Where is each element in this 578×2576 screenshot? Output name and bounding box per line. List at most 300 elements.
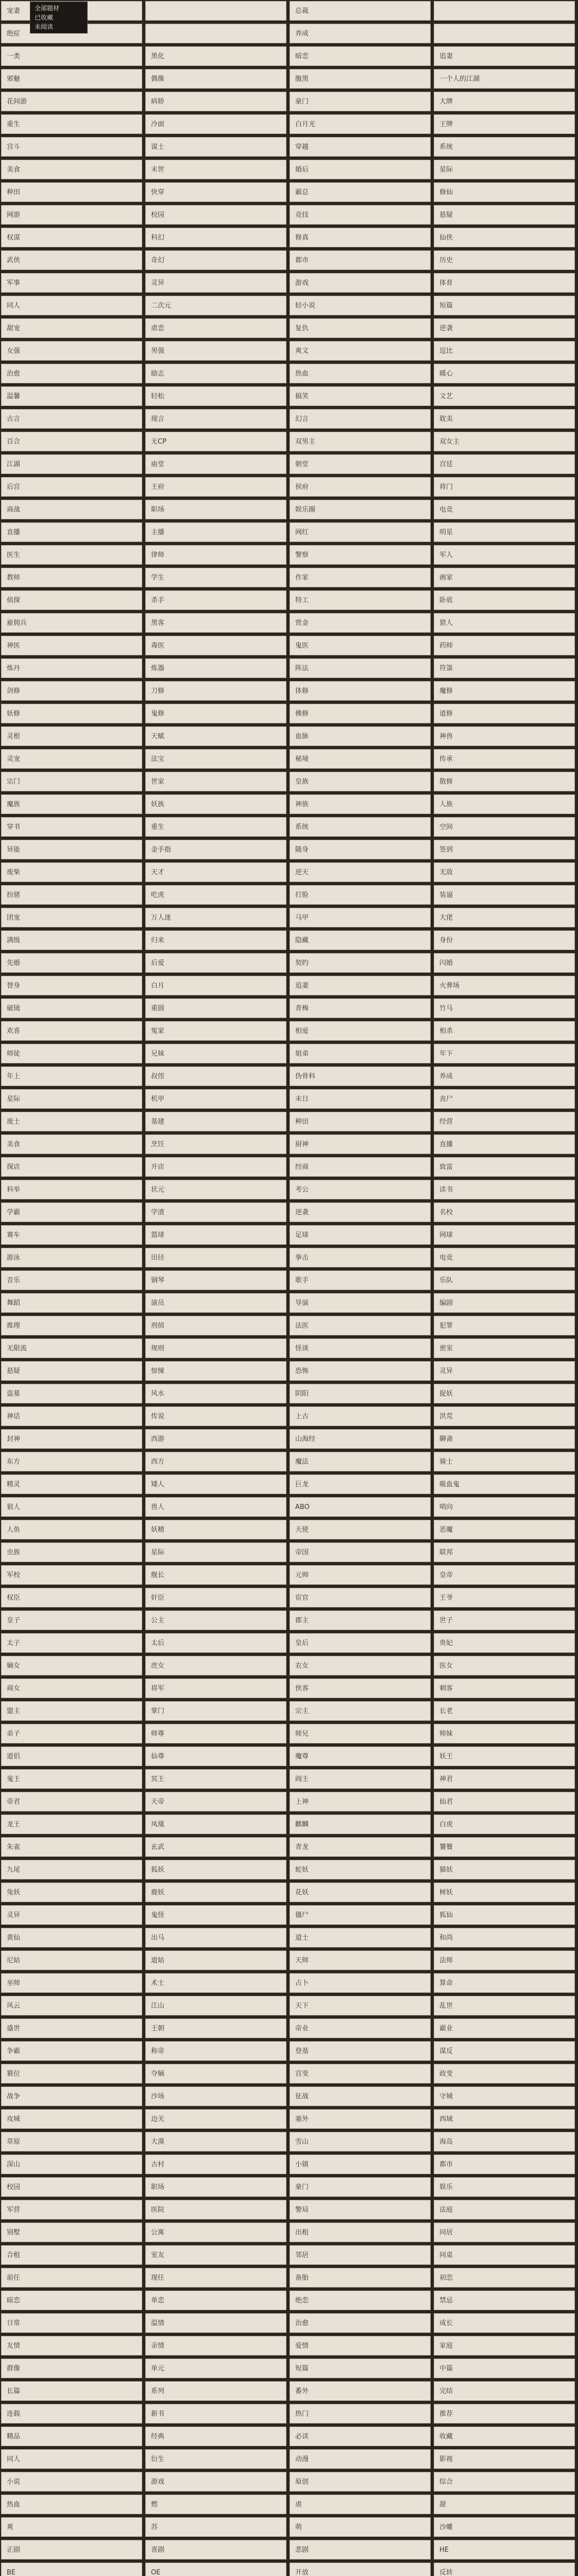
category-tag[interactable] [1, 1293, 142, 1313]
category-tag[interactable] [1, 228, 142, 247]
category-tag[interactable] [434, 2087, 575, 2106]
category-tag[interactable] [145, 1134, 286, 1154]
category-tag[interactable] [434, 704, 575, 723]
category-tag[interactable] [1, 2132, 142, 2151]
category-tag[interactable] [145, 704, 286, 723]
dropdown-option[interactable]: 已收藏 [35, 14, 54, 21]
category-tag[interactable] [1, 590, 142, 610]
category-tag[interactable] [290, 2223, 431, 2242]
category-tag[interactable] [1, 273, 142, 293]
category-tag[interactable] [145, 1225, 286, 1245]
category-tag[interactable] [145, 1656, 286, 1675]
category-tag[interactable] [1, 1475, 142, 1494]
category-tag[interactable] [434, 1021, 575, 1041]
category-tag[interactable] [1, 1928, 142, 1947]
category-tag[interactable] [1, 2449, 142, 2469]
category-tag[interactable] [434, 1724, 575, 1743]
category-tag[interactable] [290, 1270, 431, 1290]
category-tag[interactable] [145, 1270, 286, 1290]
category-tag[interactable] [290, 2359, 431, 2378]
category-tag[interactable] [145, 1202, 286, 1222]
category-tag[interactable] [290, 2177, 431, 2197]
category-tag[interactable] [1, 205, 142, 225]
category-tag[interactable] [434, 2313, 575, 2333]
category-tag[interactable] [145, 2517, 286, 2537]
category-tag[interactable] [434, 862, 575, 882]
category-tag[interactable] [434, 2200, 575, 2219]
category-tag[interactable] [145, 1520, 286, 1539]
category-tag[interactable] [145, 2404, 286, 2424]
category-tag[interactable] [145, 1452, 286, 1471]
category-tag[interactable] [1, 794, 142, 814]
category-tag[interactable] [290, 409, 431, 429]
category-tag[interactable] [434, 2223, 575, 2242]
category-tag[interactable] [290, 1588, 431, 1607]
category-tag[interactable] [1, 2495, 142, 2514]
category-tag[interactable] [290, 1112, 431, 1131]
category-tag[interactable] [1, 1361, 142, 1381]
category-tag[interactable] [145, 2359, 286, 2378]
category-tag[interactable] [434, 2359, 575, 2378]
category-tag[interactable] [290, 477, 431, 497]
category-tag[interactable] [1, 1860, 142, 1879]
category-tag[interactable] [290, 590, 431, 610]
category-tag[interactable] [145, 1429, 286, 1449]
category-tag[interactable] [145, 749, 286, 769]
category-tag[interactable] [434, 636, 575, 655]
category-tag[interactable] [434, 205, 575, 225]
category-tag[interactable] [1, 137, 142, 157]
category-tag[interactable] [290, 2404, 431, 2424]
category-tag[interactable] [434, 2177, 575, 2197]
category-tag[interactable] [434, 1973, 575, 1993]
category-tag[interactable] [1, 840, 142, 859]
category-tag[interactable] [145, 1724, 286, 1743]
category-tag[interactable] [1, 2019, 142, 2038]
category-tag[interactable] [290, 92, 431, 111]
category-tag[interactable] [1, 2109, 142, 2129]
category-tag[interactable] [1, 2200, 142, 2219]
category-tag[interactable] [1, 1747, 142, 1766]
category-tag[interactable] [290, 1951, 431, 1970]
category-tag[interactable] [290, 1611, 431, 1630]
category-tag[interactable] [1, 998, 142, 1018]
category-tag[interactable] [145, 1565, 286, 1585]
category-tag[interactable] [145, 2041, 286, 2061]
category-tag[interactable] [434, 2540, 575, 2560]
category-tag[interactable] [434, 1928, 575, 1947]
category-tag[interactable] [434, 2291, 575, 2310]
category-tag[interactable] [290, 2381, 431, 2401]
category-tag[interactable] [290, 1293, 431, 1313]
category-tag[interactable] [290, 1361, 431, 1381]
category-tag[interactable] [290, 658, 431, 678]
category-tag[interactable] [290, 1837, 431, 1857]
category-tag[interactable] [290, 2540, 431, 2560]
category-tag[interactable] [290, 976, 431, 995]
category-tag[interactable] [290, 69, 431, 89]
category-tag[interactable] [290, 840, 431, 859]
category-tag[interactable] [434, 273, 575, 293]
category-tag[interactable] [145, 92, 286, 111]
category-tag[interactable] [145, 2268, 286, 2287]
category-tag[interactable] [1, 46, 142, 66]
category-tag[interactable] [145, 1996, 286, 2015]
category-tag[interactable] [1, 2359, 142, 2378]
category-tag[interactable] [434, 772, 575, 791]
category-tag[interactable] [290, 2200, 431, 2219]
dropdown-option[interactable]: 未阅读 [35, 23, 54, 30]
category-tag[interactable] [290, 500, 431, 519]
category-tag[interactable] [1, 1973, 142, 1993]
category-tag[interactable] [145, 862, 286, 882]
category-tag[interactable] [145, 1089, 286, 1109]
category-tag[interactable] [145, 590, 286, 610]
category-tag[interactable] [145, 182, 286, 202]
category-tag[interactable] [434, 658, 575, 678]
category-tag[interactable] [290, 1860, 431, 1879]
category-tag[interactable] [434, 885, 575, 905]
category-tag[interactable] [290, 1497, 431, 1517]
category-tag[interactable] [1, 1134, 142, 1154]
category-tag[interactable] [434, 1066, 575, 1086]
category-tag[interactable] [290, 1724, 431, 1743]
category-tag[interactable] [434, 1, 575, 21]
category-tag[interactable] [434, 2404, 575, 2424]
category-tag[interactable] [145, 1611, 286, 1630]
category-tag[interactable] [145, 681, 286, 701]
category-tag[interactable] [434, 817, 575, 837]
category-tag[interactable] [1, 1452, 142, 1471]
category-tag[interactable] [145, 1633, 286, 1653]
category-tag[interactable] [290, 1747, 431, 1766]
category-tag[interactable] [434, 2245, 575, 2265]
category-tag[interactable] [145, 2200, 286, 2219]
category-tag[interactable] [290, 613, 431, 633]
category-tag[interactable] [1, 2223, 142, 2242]
category-tag[interactable] [145, 840, 286, 859]
category-tag[interactable] [145, 2177, 286, 2197]
category-tag[interactable] [145, 2109, 286, 2129]
category-tag[interactable] [1, 2087, 142, 2106]
category-tag[interactable] [434, 930, 575, 950]
category-tag[interactable] [1, 1679, 142, 1698]
category-tag[interactable] [434, 1361, 575, 1381]
category-tag[interactable] [434, 250, 575, 270]
category-tag[interactable] [434, 24, 575, 43]
category-tag[interactable] [1, 1815, 142, 1834]
category-tag[interactable] [434, 386, 575, 406]
category-tag[interactable] [145, 341, 286, 361]
category-tag[interactable] [434, 2563, 575, 2576]
category-tag[interactable] [1, 1996, 142, 2015]
category-tag[interactable] [290, 2155, 431, 2174]
category-tag[interactable] [434, 953, 575, 973]
category-tag[interactable] [1, 1837, 142, 1857]
category-tag[interactable] [1, 2563, 142, 2576]
category-tag[interactable] [290, 273, 431, 293]
category-tag[interactable] [290, 2291, 431, 2310]
category-tag[interactable] [145, 545, 286, 565]
category-tag[interactable] [145, 2540, 286, 2560]
category-tag[interactable] [145, 522, 286, 542]
category-tag[interactable] [434, 1565, 575, 1585]
category-tag[interactable] [1, 1792, 142, 1811]
category-tag[interactable] [290, 2472, 431, 2492]
category-tag[interactable] [145, 500, 286, 519]
category-tag[interactable] [290, 2245, 431, 2265]
category-tag[interactable] [290, 1066, 431, 1086]
category-tag[interactable] [434, 1429, 575, 1449]
category-tag[interactable] [145, 409, 286, 429]
category-tag[interactable] [145, 2495, 286, 2514]
category-tag[interactable] [145, 1679, 286, 1698]
category-tag[interactable] [145, 228, 286, 247]
category-tag[interactable] [1, 1021, 142, 1041]
category-tag[interactable] [434, 840, 575, 859]
category-tag[interactable] [290, 1338, 431, 1358]
category-tag[interactable] [290, 1905, 431, 1925]
category-tag[interactable] [290, 386, 431, 406]
category-tag[interactable] [434, 2517, 575, 2537]
category-tag[interactable] [434, 69, 575, 89]
category-tag[interactable] [434, 1905, 575, 1925]
category-tag[interactable] [145, 1361, 286, 1381]
category-tag[interactable] [1, 1157, 142, 1177]
category-tag[interactable] [434, 1633, 575, 1653]
category-tag[interactable] [434, 2427, 575, 2446]
category-tag[interactable] [434, 1134, 575, 1154]
category-tag[interactable] [1, 953, 142, 973]
category-tag[interactable] [145, 658, 286, 678]
category-tag[interactable] [290, 1225, 431, 1245]
category-tag[interactable] [290, 1157, 431, 1177]
category-tag[interactable] [434, 976, 575, 995]
category-tag[interactable] [290, 1021, 431, 1041]
category-tag[interactable] [1, 1044, 142, 1063]
category-tag[interactable] [145, 1928, 286, 1947]
category-tag[interactable] [1, 1180, 142, 1199]
category-tag[interactable] [290, 1769, 431, 1789]
category-tag[interactable] [145, 817, 286, 837]
category-tag[interactable] [434, 137, 575, 157]
category-tag[interactable] [290, 2313, 431, 2333]
category-tag[interactable] [434, 1815, 575, 1834]
category-tag[interactable] [290, 2109, 431, 2129]
category-tag[interactable] [1, 1633, 142, 1653]
category-tag[interactable] [434, 749, 575, 769]
category-tag[interactable] [145, 1497, 286, 1517]
category-tag[interactable] [145, 1905, 286, 1925]
category-tag[interactable] [145, 726, 286, 746]
category-tag[interactable] [1, 2177, 142, 2197]
category-tag[interactable] [434, 1406, 575, 1426]
category-tag[interactable] [1, 1089, 142, 1109]
category-tag[interactable] [434, 2336, 575, 2355]
category-tag[interactable] [434, 2472, 575, 2492]
category-tag[interactable] [290, 1044, 431, 1063]
category-tag[interactable] [290, 1452, 431, 1471]
category-tag[interactable] [290, 1520, 431, 1539]
category-tag[interactable] [290, 1475, 431, 1494]
category-tag[interactable] [1, 1656, 142, 1675]
category-tag[interactable] [1, 1769, 142, 1789]
category-tag[interactable] [1, 930, 142, 950]
category-tag[interactable] [145, 1, 286, 21]
category-tag[interactable] [1, 1724, 142, 1743]
category-tag[interactable] [1, 2313, 142, 2333]
category-tag[interactable] [290, 522, 431, 542]
category-tag[interactable] [145, 2064, 286, 2083]
category-tag[interactable] [434, 2132, 575, 2151]
category-tag[interactable] [145, 318, 286, 338]
category-tag[interactable] [145, 1588, 286, 1607]
category-tag[interactable] [434, 2041, 575, 2061]
category-tag[interactable] [290, 1656, 431, 1675]
category-tag[interactable] [434, 364, 575, 383]
category-tag[interactable] [434, 794, 575, 814]
category-tag[interactable] [434, 2064, 575, 2083]
category-tag[interactable] [145, 930, 286, 950]
category-tag[interactable] [1, 500, 142, 519]
category-tag[interactable] [434, 341, 575, 361]
category-tag[interactable] [145, 2336, 286, 2355]
category-tag[interactable] [145, 636, 286, 655]
category-tag[interactable] [434, 1701, 575, 1721]
category-tag[interactable] [434, 681, 575, 701]
category-tag[interactable] [434, 1270, 575, 1290]
category-tag[interactable] [434, 1747, 575, 1766]
category-tag[interactable] [434, 1044, 575, 1063]
category-tag[interactable] [290, 568, 431, 587]
category-tag[interactable] [434, 1180, 575, 1199]
category-tag[interactable] [1, 341, 142, 361]
category-tag[interactable] [434, 1293, 575, 1313]
category-tag[interactable] [434, 1656, 575, 1675]
category-tag[interactable] [290, 908, 431, 927]
category-tag[interactable] [145, 998, 286, 1018]
category-tag[interactable] [290, 726, 431, 746]
category-tag[interactable] [290, 2427, 431, 2446]
category-tag[interactable] [145, 1316, 286, 1335]
category-tag[interactable] [290, 953, 431, 973]
category-tag[interactable] [434, 160, 575, 179]
category-tag[interactable] [434, 2268, 575, 2287]
category-tag[interactable] [434, 2019, 575, 2038]
category-tag[interactable] [1, 613, 142, 633]
category-tag[interactable] [1, 636, 142, 655]
category-tag[interactable] [1, 908, 142, 927]
category-tag[interactable] [434, 998, 575, 1018]
category-tag[interactable] [1, 250, 142, 270]
category-tag[interactable] [145, 613, 286, 633]
category-tag[interactable] [145, 2087, 286, 2106]
category-tag[interactable] [145, 1157, 286, 1177]
category-tag[interactable] [1, 477, 142, 497]
category-tag[interactable] [1, 726, 142, 746]
category-tag[interactable] [145, 2155, 286, 2174]
category-tag[interactable] [145, 1815, 286, 1834]
category-tag[interactable] [145, 885, 286, 905]
category-tag[interactable] [145, 1475, 286, 1494]
category-tag[interactable] [1, 1543, 142, 1562]
category-tag[interactable] [145, 1701, 286, 1721]
category-tag[interactable] [1, 1316, 142, 1335]
category-tag[interactable] [1, 1588, 142, 1607]
category-tag[interactable] [145, 205, 286, 225]
category-tag[interactable] [434, 318, 575, 338]
category-tag[interactable] [145, 2223, 286, 2242]
category-tag[interactable] [145, 137, 286, 157]
category-tag[interactable] [145, 364, 286, 383]
category-tag[interactable] [1, 545, 142, 565]
category-tag[interactable] [1, 114, 142, 134]
category-tag[interactable] [1, 1225, 142, 1245]
category-tag[interactable] [145, 568, 286, 587]
category-tag[interactable] [1, 2404, 142, 2424]
category-tag[interactable] [145, 1044, 286, 1063]
category-tag[interactable] [290, 930, 431, 950]
category-tag[interactable] [1, 1112, 142, 1131]
category-tag[interactable] [290, 1134, 431, 1154]
category-tag[interactable] [434, 908, 575, 927]
category-tag[interactable] [290, 1543, 431, 1562]
category-tag[interactable] [290, 1792, 431, 1811]
category-tag[interactable] [145, 1293, 286, 1313]
category-tag[interactable] [434, 590, 575, 610]
category-tag[interactable] [290, 1928, 431, 1947]
category-tag[interactable] [290, 114, 431, 134]
category-tag[interactable] [145, 2245, 286, 2265]
category-tag[interactable] [145, 1747, 286, 1766]
category-tag[interactable] [1, 1384, 142, 1403]
category-tag[interactable] [434, 296, 575, 315]
category-tag[interactable] [434, 1951, 575, 1970]
category-tag[interactable] [434, 46, 575, 66]
category-tag[interactable] [290, 454, 431, 474]
category-tag[interactable] [145, 1543, 286, 1562]
category-tag[interactable] [434, 2495, 575, 2514]
category-tag[interactable] [290, 1248, 431, 1267]
category-tag[interactable] [145, 772, 286, 791]
category-tag[interactable] [434, 2155, 575, 2174]
category-tag[interactable] [1, 92, 142, 111]
category-tag[interactable] [1, 182, 142, 202]
category-tag[interactable] [145, 1973, 286, 1993]
category-tag[interactable] [1, 2064, 142, 2083]
category-tag[interactable] [1, 1611, 142, 1630]
category-tag[interactable] [145, 1248, 286, 1267]
category-tag[interactable] [434, 1543, 575, 1562]
category-tag[interactable] [1, 2540, 142, 2560]
category-tag[interactable] [290, 2087, 431, 2106]
category-tag[interactable] [145, 296, 286, 315]
category-tag[interactable] [145, 953, 286, 973]
category-tag[interactable] [145, 386, 286, 406]
category-tag[interactable] [1, 2041, 142, 2061]
category-tag[interactable] [290, 137, 431, 157]
category-tag[interactable] [145, 1384, 286, 1403]
category-tag[interactable] [434, 1112, 575, 1131]
category-tag[interactable] [434, 1202, 575, 1222]
category-tag[interactable] [145, 432, 286, 451]
category-tag[interactable] [290, 794, 431, 814]
category-tag[interactable] [1, 2336, 142, 2355]
category-tag[interactable] [1, 69, 142, 89]
category-tag[interactable] [290, 885, 431, 905]
category-tag[interactable] [1, 2268, 142, 2287]
category-tag[interactable] [434, 477, 575, 497]
